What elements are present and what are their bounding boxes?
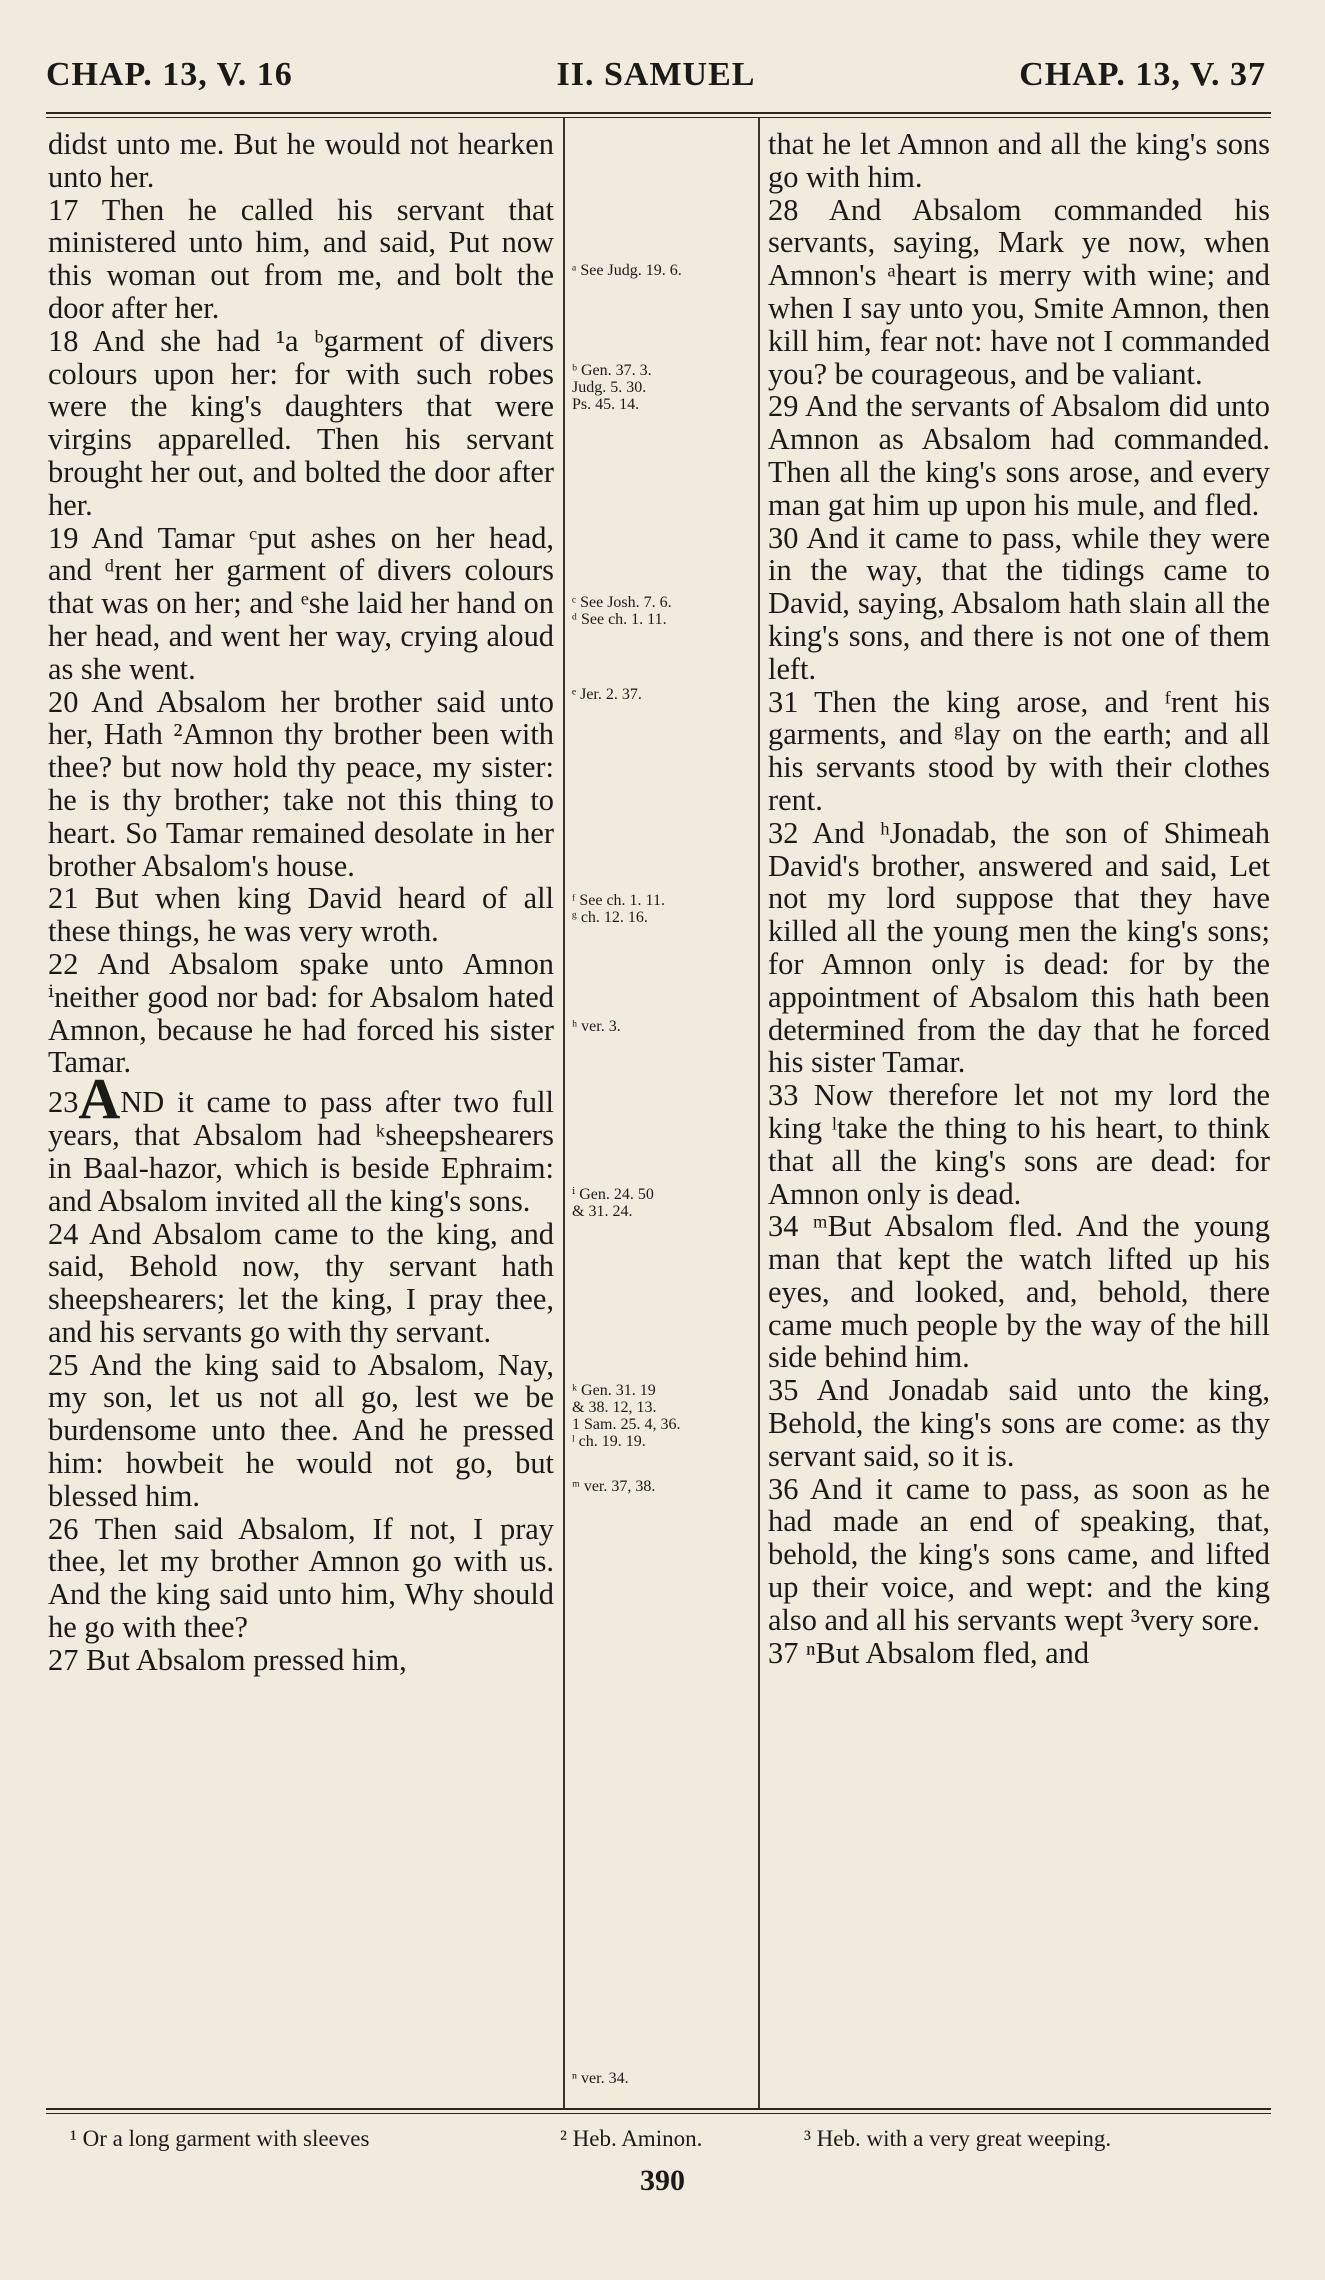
verse: 35 And Jonadab said unto the king, Behold, the king's sons are come: as thy servant said, so it is. xyxy=(768,1373,1270,1473)
header-title: II. SAMUEL xyxy=(556,56,756,93)
column-divider-left xyxy=(563,118,565,2108)
cross-reference: ⁿ ver. 34. xyxy=(572,2070,629,2087)
verse: 37 ⁿBut Absalom fled, and xyxy=(768,1635,1090,1670)
verse: 31 Then the king arose, and ᶠrent his garments, and ᵍlay on the earth; and all his servants stood by with their clothes rent. xyxy=(768,684,1270,817)
cross-reference: ᶜ See Josh. 7. 6. ᵈ See ch. 1. 11. xyxy=(572,594,672,628)
verse: 17 Then he called his servant that ministered unto him, and said, Put now this woman out from me, and bolt the door after her. xyxy=(48,192,554,325)
verse-text: ND it came to pass after two full years, that Absalom had ᵏsheepshearers in Baal-hazor, which is beside Ephraim: and Absalom invited all the king's sons. xyxy=(48,1085,554,1218)
cross-reference: ʰ ver. 3. xyxy=(572,1018,621,1035)
verse: 22 And Absalom spake unto Amnon ⁱneither good nor bad: for Absalom hated Amnon, because he had forced his sister Tamar. xyxy=(48,946,554,1080)
cross-reference: ⁱ Gen. 24. 50 & 31. 24. xyxy=(572,1186,654,1220)
verse: 28 And Absalom commanded his servants, saying, Mark ye now, when Amnon's ᵃheart is merry with wine; and when I say unto you, Smite Amnon, then kill him, fear not: have not I commanded you? be courageous, and be valiant. xyxy=(768,192,1270,391)
cross-reference: ᶠ See ch. 1. 11. ᵍ ch. 12. 16. xyxy=(572,892,665,926)
verse: 34 ᵐBut Absalom fled. And the young man that kept the watch lifted up his eyes, and looked, and, behold, there came much people by the way of the hill side behind him. xyxy=(768,1209,1270,1375)
verse: 32 And ʰJonadab, the son of Shimeah David's brother, answered and said, Let not my lord suppose that they have killed all the young men the king's sons; for Amnon only is dead: for by the appointment of Absalom this hath been determined from the day that he forced his sister Tamar. xyxy=(768,815,1270,1080)
verse: 19 And Tamar ᶜput ashes on her head, and ᵈrent her garment of divers colours that was on her; and ᵉshe laid her hand on her head, and went her way, crying aloud as she went. xyxy=(48,520,554,686)
verse: that he let Amnon and all the king's sons go with him. xyxy=(768,127,1270,194)
footnote: ³ Heb. with a very great weeping. xyxy=(804,2126,1112,2151)
verse-number: 23 xyxy=(48,1085,79,1120)
cross-reference: ᵃ See Judg. 19. 6. xyxy=(572,262,682,279)
cross-reference: ᵐ ver. 37, 38. xyxy=(572,1478,656,1495)
header-rule-thin xyxy=(46,117,1271,118)
footnote-rule-thin xyxy=(46,2113,1271,2114)
header-rule xyxy=(46,112,1271,114)
verse: 24 And Absalom came to the king, and said, Behold now, thy servant hath sheepshearers; let the king, I pray thee, and his servants go with thy servant. xyxy=(48,1216,554,1349)
footnote: ¹ Or a long garment with sleeves xyxy=(70,2126,370,2151)
verse: 25 And the king said to Absalom, Nay, my son, let us not all go, lest we be burdensome unto thee. And he pressed him: howbeit he would not go, but blessed him. xyxy=(48,1347,554,1513)
running-head xyxy=(46,56,1266,106)
cross-reference: ᵉ Jer. 2. 37. xyxy=(572,686,642,703)
verse: 18 And she had ¹a ᵇgarment of divers colours upon her: for with such robes were the king's daughters that were virgins apparelled. Then his servant brought her out, and bolted the door after her. xyxy=(48,323,554,522)
verse: 36 And it came to pass, as soon as he had made an end of speaking, that, behold, the king's sons came, and lifted up their voice, and wept: and the king also and all his servants wept ³very sore. xyxy=(768,1471,1270,1637)
verse: 29 And the servants of Absalom did unto Amnon as Absalom had commanded. Then all the king's sons arose, and every man gat him up upon his mule, and fled. xyxy=(768,389,1270,522)
verse: 27 But Absalom pressed him, xyxy=(48,1642,407,1677)
verse: 21 But when king David heard of all these things, he was very wroth. xyxy=(48,881,554,949)
footnote-rule xyxy=(46,2108,1271,2110)
left-column xyxy=(48,128,554,1677)
verse: 33 Now therefore let not my lord the king ˡtake the thing to his heart, to think that all the king's sons are dead: for Amnon only is dead. xyxy=(768,1078,1270,1211)
verse-23 xyxy=(48,1066,554,1218)
drop-cap: A xyxy=(78,1066,121,1132)
verse: 30 And it came to pass, while they were in the way, that the tidings came to David, saying, Absalom hath slain all the king's sons, and there is not one of them left. xyxy=(768,520,1270,686)
verse: didst unto me. But he would not hearken unto her. xyxy=(48,127,554,194)
header-left: CHAP. 13, V. 16 xyxy=(46,56,293,93)
verse: 20 And Absalom her brother said unto her, Hath ²Amnon thy brother been with thee? but now hold thy peace, my sister: he is thy brother; take not this thing to heart. So Tamar remained desolate in her brother Absalom's house. xyxy=(48,684,554,883)
cross-reference: ᵇ Gen. 37. 3. Judg. 5. 30. Ps. 45. 14. xyxy=(572,362,652,413)
footnote: ² Heb. Aminon. xyxy=(560,2126,703,2151)
right-column xyxy=(768,128,1270,1669)
page-number: 390 xyxy=(640,2164,685,2197)
column-divider-right xyxy=(758,118,760,2108)
cross-reference: ᵏ Gen. 31. 19 & 38. 12, 13. 1 Sam. 25. 4, 36. ˡ ch. 19. 19. xyxy=(572,1382,681,1450)
verse: 26 Then said Absalom, If not, I pray thee, let my brother Amnon go with us. And the king said unto him, Why should he go with thee? xyxy=(48,1511,554,1645)
header-right: CHAP. 13, V. 37 xyxy=(1019,56,1266,93)
